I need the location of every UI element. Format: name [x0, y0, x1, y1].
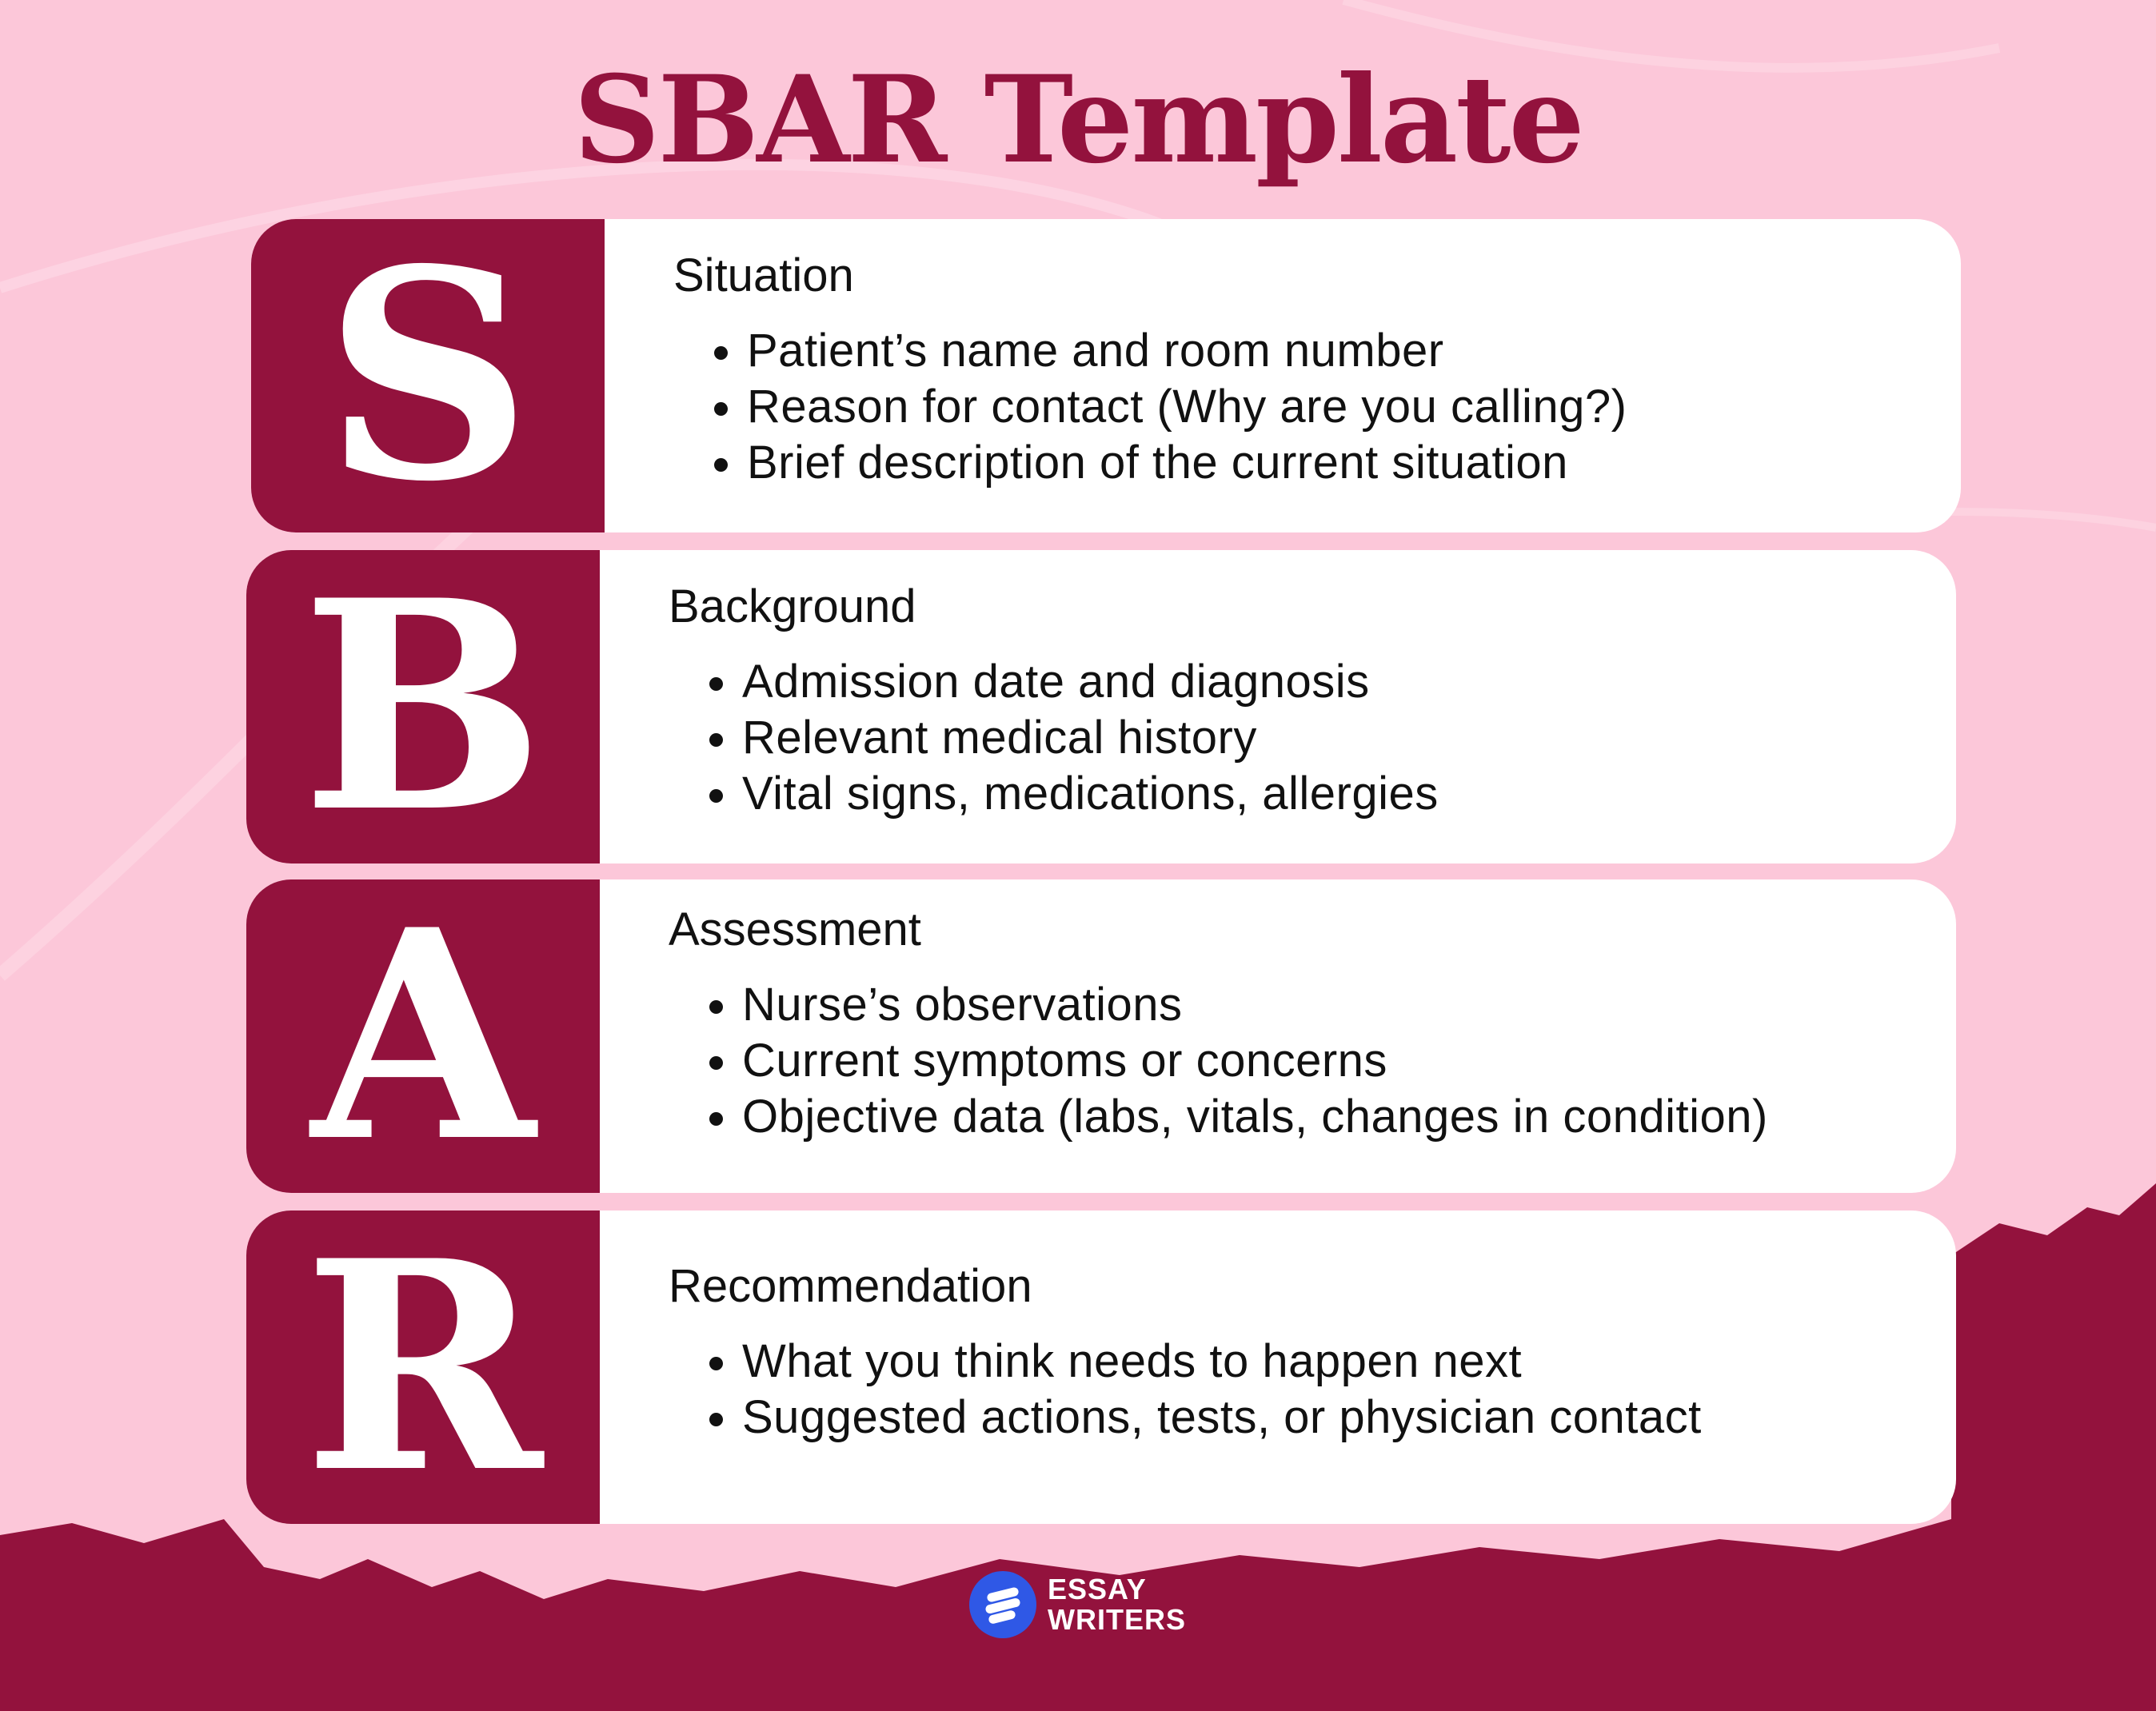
- section-heading: Background: [669, 580, 916, 632]
- section-content: [673, 248, 1929, 491]
- letter-box: [246, 550, 600, 863]
- section-situation: [251, 219, 1961, 532]
- letter-box: [251, 219, 605, 532]
- section-background: [246, 550, 1956, 863]
- section-heading: Assessment: [669, 903, 921, 955]
- list-item: • Brief description of the current situation: [747, 435, 1929, 491]
- bullet-list: [669, 1334, 1924, 1446]
- section-letter: S: [324, 219, 532, 532]
- section-letter: A: [311, 879, 535, 1193]
- section-letter: R: [303, 1210, 543, 1524]
- section-assessment: [246, 879, 1956, 1193]
- bullet-list: [673, 323, 1929, 491]
- section-letter: B: [301, 550, 545, 863]
- list-item: • Admission date and diagnosis: [742, 654, 1924, 710]
- logo-text: [1048, 1574, 1186, 1635]
- section-content: [669, 902, 1924, 1145]
- list-item: • What you think needs to happen next: [742, 1334, 1924, 1390]
- section-heading: Situation: [673, 249, 854, 301]
- list-item: • Objective data (labs, vitals, changes in condition): [742, 1089, 1924, 1145]
- section-recommendation: [246, 1210, 1956, 1524]
- letter-box: [246, 879, 600, 1193]
- list-item: • Relevant medical history: [742, 710, 1924, 766]
- letter-box: [246, 1210, 600, 1524]
- essay-writers-logo[interactable]: [969, 1569, 1186, 1641]
- bullet-list: [669, 977, 1924, 1145]
- list-item: • Nurse’s observations: [742, 977, 1924, 1033]
- section-content: [669, 1258, 1924, 1446]
- logo-line-1: ESSAY: [1048, 1573, 1147, 1605]
- list-item: • Current symptoms or concerns: [742, 1033, 1924, 1089]
- section-heading: Recommendation: [669, 1260, 1032, 1312]
- page-title: SBAR Template: [573, 50, 1583, 190]
- bullet-list: [669, 654, 1924, 822]
- section-content: [669, 579, 1924, 822]
- logo-line-2: WRITERS: [1048, 1603, 1186, 1636]
- list-item: • Vital signs, medications, allergies: [742, 766, 1924, 822]
- list-item: • Patient’s name and room number: [747, 323, 1929, 379]
- list-item: • Reason for contact (Why are you calling?): [747, 379, 1929, 435]
- essay-writers-logo-icon: [969, 1571, 1036, 1638]
- list-item: • Suggested actions, tests, or physician contact: [742, 1390, 1924, 1446]
